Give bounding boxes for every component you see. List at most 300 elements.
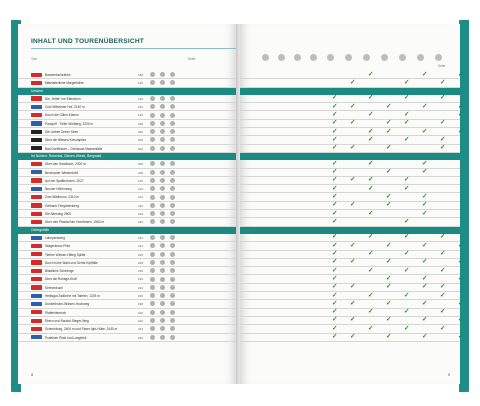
tour-page: 204 <box>138 146 144 151</box>
table-row <box>18 317 236 325</box>
check-icon: ✓ <box>440 308 446 316</box>
check-icon: ✓ <box>386 192 392 200</box>
difficulty-icon <box>150 186 155 191</box>
difficulty-icon <box>150 335 155 340</box>
difficulty-icon <box>160 72 165 77</box>
distance-icon <box>278 54 285 61</box>
difficulty-icon <box>170 310 175 315</box>
difficulty-icon <box>170 195 175 200</box>
swim-icon <box>417 54 424 61</box>
tour-badge <box>31 203 42 207</box>
check-icon: ✓ <box>440 144 446 152</box>
descent-icon <box>310 54 317 61</box>
section-label: Im Norden: Rosental, Geisen-Wiese, Bergwald <box>31 154 102 159</box>
tour-badge <box>31 269 42 273</box>
right-table <box>240 70 464 342</box>
difficulty-icon <box>150 121 155 126</box>
check-icon: ✓ <box>332 324 338 332</box>
check-icon: ✓ <box>332 144 338 152</box>
check-icon: ✓ <box>386 102 392 110</box>
tour-name[interactable]: Die „Hütte“ vor Ettenkirch <box>45 96 81 101</box>
check-icon: ✓ <box>440 135 446 143</box>
check-icon: ✓ <box>332 217 338 225</box>
check-icon: ✓ <box>332 258 338 266</box>
hut-icon <box>381 54 388 61</box>
difficulty-icon <box>150 96 155 101</box>
table-row <box>240 177 460 185</box>
check-icon: ✓ <box>332 241 338 249</box>
difficulty-icon <box>150 178 155 183</box>
check-icon: ✓ <box>350 201 356 209</box>
tour-name[interactable]: Sehnenbuch <box>45 285 63 290</box>
difficulty-icon <box>160 285 165 290</box>
difficulty-icon <box>160 301 165 306</box>
check-icon: ✓ <box>368 233 374 241</box>
tour-badge <box>31 170 42 174</box>
page-title: INHALT UND TOURENÜBERSICHT <box>31 38 145 45</box>
difficulty-icon <box>150 211 155 216</box>
difficulty-icon <box>170 211 175 216</box>
check-icon: ✓ <box>368 209 374 217</box>
difficulty-icon <box>160 129 165 134</box>
check-icon: ✓ <box>332 192 338 200</box>
table-row <box>18 292 236 300</box>
tour-badge <box>31 335 42 339</box>
check-icon: ✓ <box>422 283 428 291</box>
table-row <box>18 193 236 201</box>
difficulty-icon <box>170 72 175 77</box>
check-icon: ✓ <box>350 258 356 266</box>
difficulty-icon <box>150 72 155 77</box>
check-icon: ✓ <box>440 324 446 332</box>
check-icon: ✓ <box>458 127 464 135</box>
difficulty-icon <box>150 104 155 109</box>
tour-page: 236 <box>138 294 144 299</box>
check-icon: ✓ <box>458 241 464 249</box>
tour-badge <box>31 294 42 298</box>
difficulty-icon <box>160 96 165 101</box>
difficulty-icon <box>170 268 175 273</box>
difficulty-icon <box>170 285 175 290</box>
check-icon: ✓ <box>386 144 392 152</box>
tour-page: 208 <box>138 170 144 175</box>
tour-name[interactable]: Die Alteroing 2800 <box>45 212 72 217</box>
check-icon: ✓ <box>440 94 446 102</box>
check-icon: ✓ <box>386 316 392 324</box>
table-row <box>240 218 460 226</box>
difficulty-icon <box>160 277 165 282</box>
tour-page: 220 <box>138 220 144 225</box>
tour-badge <box>31 277 42 281</box>
check-icon: ✓ <box>422 127 428 135</box>
check-icon: ✓ <box>386 283 392 291</box>
check-icon: ✓ <box>422 299 428 307</box>
check-icon: ✓ <box>332 274 338 282</box>
check-icon: ✓ <box>458 299 464 307</box>
check-icon: ✓ <box>458 333 464 340</box>
difficulty-icon <box>160 121 165 126</box>
tour-page: 198 <box>138 121 144 126</box>
section-label: Gebirgsfälle <box>31 228 50 233</box>
difficulty-icon <box>160 113 165 118</box>
difficulty-icon <box>150 260 155 265</box>
table-row <box>18 202 236 210</box>
check-icon: ✓ <box>332 209 338 217</box>
table-row <box>240 316 464 325</box>
check-icon: ✓ <box>404 266 410 274</box>
difficulty-icon <box>150 146 155 151</box>
check-icon: ✓ <box>404 217 410 225</box>
bus-icon <box>363 54 370 61</box>
table-row <box>240 210 460 218</box>
table-row <box>18 234 236 242</box>
tour-name[interactable]: Zum Wildbrunn, 2310 m <box>45 195 80 200</box>
check-icon: ✓ <box>368 266 374 274</box>
check-icon: ✓ <box>368 291 374 299</box>
difficulty-icon <box>170 129 175 134</box>
check-icon: ✓ <box>350 144 356 152</box>
table-row <box>18 169 236 177</box>
check-icon: ✓ <box>332 316 338 324</box>
difficulty-icon <box>160 211 165 216</box>
table-row <box>18 284 236 292</box>
header-tour: Tour <box>31 57 38 61</box>
table-row <box>240 127 464 136</box>
difficulty-icon <box>160 310 165 315</box>
tour-name[interactable]: Die Lieben Dreier Seen <box>45 130 79 135</box>
tour-name[interactable]: Berchauter Wiesenbühl <box>45 170 79 175</box>
tour-name[interactable]: Durch hohe Wald und Gerrie-Kiptfälle <box>45 260 98 265</box>
tour-name[interactable]: Bad Dorfblicker – Gerhause Massenfälle <box>45 146 103 151</box>
tour-badge <box>31 96 42 100</box>
difficulty-icon <box>170 243 175 248</box>
difficulty-icon <box>150 318 155 323</box>
check-icon: ✓ <box>422 70 428 78</box>
difficulty-icon <box>160 170 165 175</box>
check-icon: ✓ <box>350 333 356 340</box>
view-icon <box>399 54 406 61</box>
difficulty-icon <box>160 195 165 200</box>
table-row <box>18 251 236 259</box>
check-icon: ✓ <box>440 266 446 274</box>
check-icon: ✓ <box>332 291 338 299</box>
difficulty-icon <box>160 243 165 248</box>
tour-page: 246 <box>138 335 144 340</box>
tour-page: 226 <box>138 252 144 257</box>
tour-badge <box>31 146 42 150</box>
check-icon: ✓ <box>350 119 356 127</box>
page-number-left: 8 <box>31 372 34 377</box>
check-icon: ✓ <box>422 209 428 217</box>
tour-badge <box>31 162 42 166</box>
tour-name[interactable]: Pfaffenlebench <box>45 310 67 315</box>
difficulty-icon <box>160 326 165 331</box>
check-icon: ✓ <box>332 168 338 176</box>
check-icon: ✓ <box>368 127 374 135</box>
table-row <box>18 128 236 136</box>
check-icon: ✓ <box>368 159 374 167</box>
check-icon: ✓ <box>332 184 338 192</box>
check-icon: ✓ <box>404 94 410 102</box>
check-icon: ✓ <box>350 241 356 249</box>
tour-page: 212 <box>138 187 144 192</box>
check-icon: ✓ <box>404 176 410 184</box>
check-icon: ✓ <box>332 266 338 274</box>
check-icon: ✓ <box>440 283 446 291</box>
tour-name[interactable]: Neuner Höhenweg <box>45 187 72 192</box>
table-row <box>18 95 236 103</box>
tour-page: 202 <box>138 138 144 143</box>
difficulty-icon <box>160 260 165 265</box>
check-icon: ✓ <box>404 135 410 143</box>
check-icon: ✓ <box>440 78 446 86</box>
difficulty-icon <box>160 335 165 340</box>
difficulty-icon <box>150 310 155 315</box>
check-icon: ✓ <box>332 333 338 340</box>
difficulty-icon <box>150 113 155 118</box>
table-row <box>18 309 236 317</box>
tour-name[interactable]: Zum Wilhelmer Hof, 2140 m <box>45 105 85 110</box>
tour-badge <box>31 138 42 142</box>
tour-name[interactable]: Über die Wiesen-Kreuzspitze <box>45 138 87 143</box>
check-icon: ✓ <box>368 184 374 192</box>
difficulty-icon <box>160 252 165 257</box>
check-icon: ✓ <box>386 258 392 266</box>
difficulty-icon <box>170 318 175 323</box>
tour-page: 238 <box>138 302 144 307</box>
tour-name[interactable]: Baudenkschränke <box>45 73 71 77</box>
tour-badge <box>31 130 42 134</box>
check-icon: ✓ <box>404 119 410 127</box>
check-icon: ✓ <box>350 299 356 307</box>
check-icon: ✓ <box>458 110 464 118</box>
table-row <box>18 210 236 218</box>
difficulty-icon <box>150 285 155 290</box>
check-icon: ✓ <box>440 291 446 299</box>
check-icon: ✓ <box>350 283 356 291</box>
tour-badge <box>31 327 42 331</box>
difficulty-icon <box>170 235 175 240</box>
tour-name[interactable]: Lahnyerstweg <box>45 235 65 240</box>
check-icon: ✓ <box>386 274 392 282</box>
tour-page: 234 <box>138 285 144 290</box>
tour-name[interactable]: Über den Pfalzischen Hornfelsen, 1563 m <box>45 220 105 225</box>
tour-badge <box>31 260 42 264</box>
table-row <box>240 241 464 250</box>
difficulty-icon <box>160 203 165 208</box>
tour-name[interactable]: Gelbach-Tiergärtenberg <box>45 203 79 208</box>
duration-icon <box>262 54 269 61</box>
check-icon: ✓ <box>332 110 338 118</box>
check-icon: ✓ <box>386 299 392 307</box>
tour-name[interactable]: Über die Rohage-Kluft <box>45 277 77 282</box>
tour-name[interactable]: Puttelsen Pfalz und Langfeldl <box>45 335 87 340</box>
table-row <box>240 102 464 111</box>
tour-badge <box>31 113 42 117</box>
table-row <box>18 185 236 193</box>
difficulty-icon <box>150 326 155 331</box>
tour-name[interactable]: Dunkelbrunn-Wiesen-Hochweg <box>45 302 90 307</box>
check-icon: ✓ <box>386 241 392 249</box>
tour-badge <box>31 252 42 256</box>
check-icon: ✓ <box>332 250 338 258</box>
check-icon: ✓ <box>368 324 374 332</box>
difficulty-icon <box>150 293 155 298</box>
check-icon: ✓ <box>422 168 428 176</box>
right-page <box>240 24 464 384</box>
check-icon: ✓ <box>368 110 374 118</box>
check-icon: ✓ <box>332 308 338 316</box>
check-icon: ✓ <box>332 233 338 241</box>
table-row <box>240 333 464 342</box>
section-header-band <box>240 227 460 234</box>
check-icon: ✓ <box>404 184 410 192</box>
difficulty-icon <box>170 121 175 126</box>
table-row <box>18 259 236 267</box>
tour-name[interactable]: Mittelalterliche Margelhöhle <box>45 81 84 86</box>
tour-badge <box>31 285 42 289</box>
check-icon: ✓ <box>440 250 446 258</box>
check-icon: ✓ <box>422 102 428 110</box>
difficulty-icon <box>160 293 165 298</box>
check-icon: ✓ <box>458 70 464 78</box>
tour-badge <box>31 195 42 199</box>
check-icon: ✓ <box>404 78 410 86</box>
difficulty-icon <box>170 219 175 224</box>
tour-page: 214 <box>138 195 144 200</box>
check-icon: ✓ <box>422 159 428 167</box>
tour-name[interactable]: Ebern und Raudel-Steger-Weg <box>45 318 89 323</box>
tour-name[interactable]: Durch die Gillen-Klamm <box>45 113 79 118</box>
tour-page: 192 <box>138 96 144 101</box>
table-row <box>18 334 236 342</box>
section-header <box>18 227 236 234</box>
difficulty-icon <box>150 161 155 166</box>
difficulty-icon <box>160 219 165 224</box>
tour-name[interactable]: Tiefere Wiesen-Hitteg Splitte <box>45 252 86 257</box>
tour-badge <box>31 187 42 191</box>
difficulty-icon <box>150 137 155 142</box>
tour-page: 218 <box>138 212 144 217</box>
table-row <box>18 267 236 275</box>
check-icon: ✓ <box>458 102 464 110</box>
check-icon: ✓ <box>386 119 392 127</box>
difficulty-icon <box>150 235 155 240</box>
parking-icon <box>345 54 352 61</box>
page-number-right: 9 <box>447 372 450 377</box>
difficulty-icon <box>170 146 175 151</box>
tour-page: 206 <box>138 162 144 167</box>
tour-badge <box>31 310 42 314</box>
check-icon: ✓ <box>386 168 392 176</box>
ascent-icon <box>294 54 301 61</box>
check-icon: ✓ <box>350 176 356 184</box>
check-icon: ✓ <box>368 176 374 184</box>
difficulty-icon <box>170 170 175 175</box>
tour-page: 200 <box>138 130 144 135</box>
check-icon: ✓ <box>422 201 428 209</box>
tour-name[interactable]: Blatzliche Scheerige <box>45 269 74 274</box>
check-icon: ✓ <box>440 233 446 241</box>
tour-page: 224 <box>138 244 144 249</box>
tour-name[interactable]: Auf der Spaltbrücken, 2027 <box>45 178 84 183</box>
check-icon: ✓ <box>368 135 374 143</box>
tour-name[interactable]: Helbsgut-Talkirche mit Tafelen, 1378 m <box>45 294 100 299</box>
difficulty-icon <box>170 293 175 298</box>
difficulty-icon <box>170 301 175 306</box>
tour-name[interactable]: Schreinburg, 2404 m und Faner Alpt-Hütte, 2440 m <box>45 327 118 332</box>
check-icon: ✓ <box>368 94 374 102</box>
tour-name[interactable]: Über den Sandbach, 2300 m <box>45 162 86 167</box>
tour-page: 190 <box>138 81 144 86</box>
tour-badge <box>31 178 42 182</box>
table-row <box>18 103 236 111</box>
section-header <box>18 153 236 160</box>
check-icon: ✓ <box>368 70 374 78</box>
difficulty-icon <box>170 203 175 208</box>
difficulty-icon <box>150 252 155 257</box>
tour-name[interactable]: Ihlagerkreuz Pfad <box>45 244 70 249</box>
table-row <box>18 242 236 250</box>
tour-badge <box>31 302 42 306</box>
difficulty-icon <box>160 80 165 85</box>
difficulty-icon <box>160 178 165 183</box>
tour-page: 216 <box>138 203 144 208</box>
table-row <box>18 136 236 144</box>
check-icon: ✓ <box>404 308 410 316</box>
check-icon: ✓ <box>458 258 464 266</box>
check-icon: ✓ <box>350 78 356 86</box>
difficulty-icon <box>170 80 175 85</box>
table-row <box>240 145 460 153</box>
tour-page: 194 <box>138 105 144 110</box>
check-icon: ✓ <box>422 241 428 249</box>
difficulty-icon <box>150 80 155 85</box>
tour-badge <box>31 73 42 77</box>
tour-badge <box>31 105 42 109</box>
table-row <box>240 299 464 308</box>
check-icon: ✓ <box>404 324 410 332</box>
table-row <box>18 218 236 226</box>
family-icon <box>327 54 334 61</box>
difficulty-icon <box>170 104 175 109</box>
difficulty-icon <box>170 96 175 101</box>
difficulty-icon <box>170 326 175 331</box>
check-icon: ✓ <box>386 127 392 135</box>
table-row <box>18 160 236 168</box>
check-icon: ✓ <box>422 274 428 282</box>
table-row <box>18 325 236 333</box>
difficulty-icon <box>170 186 175 191</box>
check-icon: ✓ <box>332 201 338 209</box>
left-page <box>18 24 236 384</box>
tour-name[interactable]: Panoptif · Tiefer Wolfsteg, 2200 m <box>45 121 94 126</box>
header-page-right: Seite <box>438 64 446 68</box>
tour-page: 232 <box>138 277 144 282</box>
section-header-band <box>240 88 460 95</box>
difficulty-icon <box>170 113 175 118</box>
difficulty-icon <box>150 170 155 175</box>
difficulty-icon <box>150 219 155 224</box>
check-icon: ✓ <box>440 119 446 127</box>
header-page: Seite <box>188 57 196 61</box>
difficulty-icon <box>170 260 175 265</box>
difficulty-icon <box>160 186 165 191</box>
tour-page: 196 <box>138 113 144 118</box>
check-icon: ✓ <box>458 316 464 324</box>
check-icon: ✓ <box>368 308 374 316</box>
difficulty-icon <box>170 161 175 166</box>
